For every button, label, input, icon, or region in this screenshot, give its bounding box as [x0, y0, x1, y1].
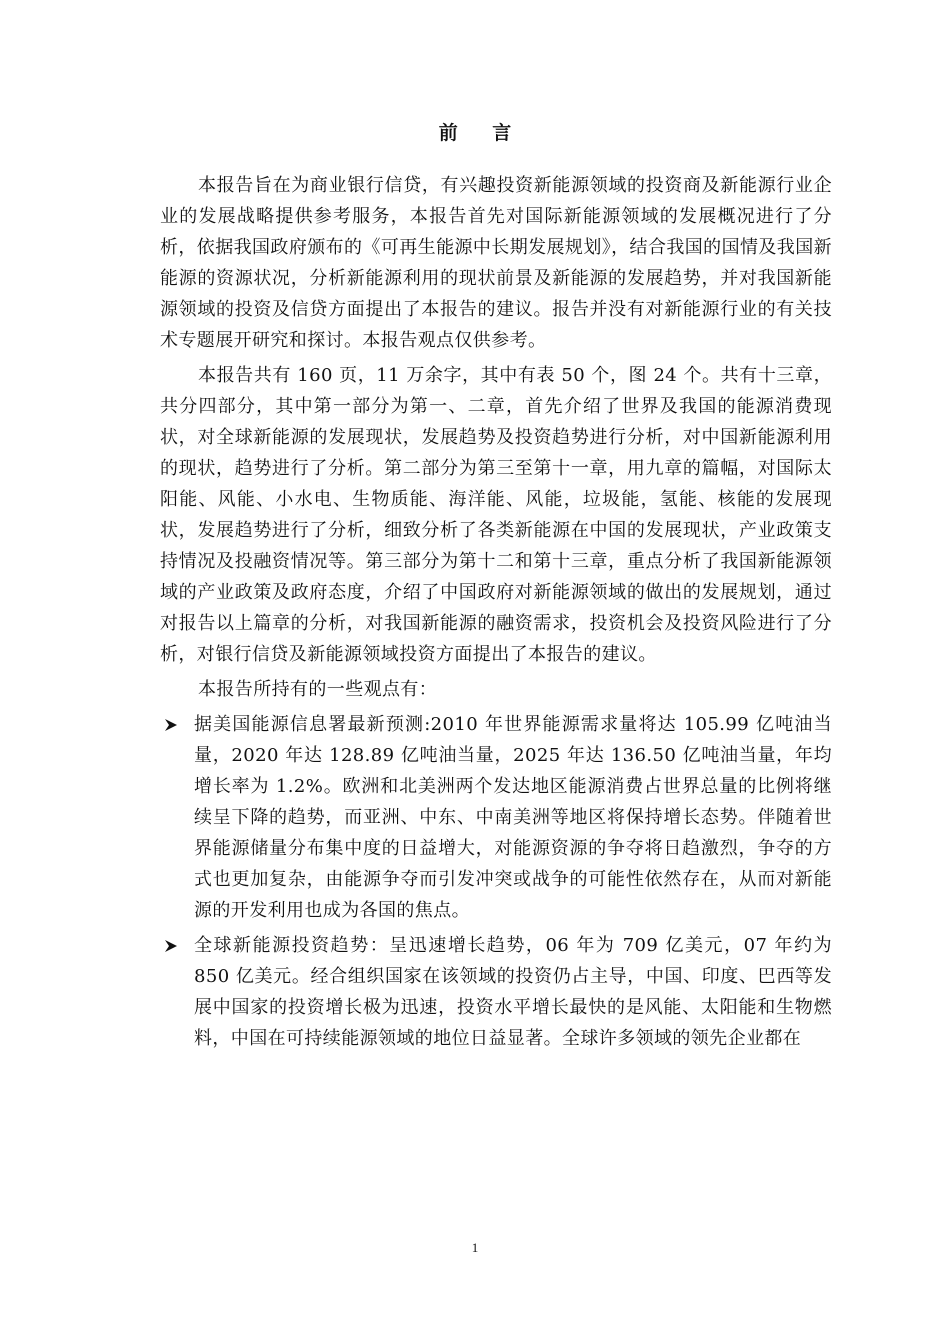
list-item: [160, 930, 832, 1054]
list-intro: 本报告所持有的一些观点有：: [198, 679, 438, 700]
list-item-text: 据美国能源信息署最新预测:2010 年世界能源需求量将达 105.99 亿吨油当量，2020 年达 128.89 亿吨油当量，2025 年达 136.50 亿吨油当量，年均增长率为 1.2%。欧洲和北美洲两个发达地区能源消费占世界总量的比例将继续呈下降的趋势，而亚洲、中东、中南美洲等地区将保持增长态势。伴随着世界能源储量分布集中度的日益增大，对能源资源的争夺将日趋激烈，争夺的方式也更加复杂，由能源争夺而引发冲突或战争的可能性依然存在，从而对新能源的开发利用也成为各国的焦点。: [194, 714, 832, 921]
arrow-bullet-icon: [160, 709, 182, 740]
list-item-text: 全球新能源投资趋势：呈迅速增长趋势，06 年为 709 亿美元，07 年约为 850 亿美元。经合组织国家在该领域的投资仍占主导，中国、印度、巴西等发展中国家的投资增长极为迅速，投资水平增长最快的是风能、太阳能和生物燃料，中国在可持续能源领域的地位日益显著。全球许多领域的领先企业都在: [194, 935, 832, 1049]
paragraph-structure: 本报告共有 160 页，11 万余字，其中有表 50 个，图 24 个。共有十三章，共分四部分，其中第一部分为第一、二章，首先介绍了世界及我国的能源消费现状，对全球新能源的发展现状，发展趋势及投资趋势进行分析，对中国新能源利用的现状，趋势进行了分析。第二部分为第三至第十一章，用九章的篇幅，对国际太阳能、风能、小水电、生物质能、海洋能、风能，垃圾能，氢能、核能的发展现状，发展趋势进行了分析，细致分析了各类新能源在中国的发展现状，产业政策支持情况及投融资情况等。第三部分为第十二和第十三章，重点分析了我国新能源领域的产业政策及政府态度，介绍了中国政府对新能源领域的做出的发展规划，通过对报告以上篇章的分析，对我国新能源的融资需求，投资机会及投资风险进行了分析，对银行信贷及新能源领域投资方面提出了本报告的建议。: [160, 365, 832, 665]
viewpoint-list: [160, 709, 832, 1054]
page-number: 1: [471, 1240, 479, 1255]
page-title: 前 言: [438, 122, 526, 144]
document-body: [160, 170, 832, 1054]
arrow-bullet-icon: [160, 930, 182, 961]
paragraph-purpose: 本报告旨在为商业银行信贷，有兴趣投资新能源领域的投资商及新能源行业企业的发展战略提供参考服务，本报告首先对国际新能源领域的发展概况进行了分析，依据我国政府颁布的《可再生能源中长期发展规划》，结合我国的国情及我国新能源的资源状况，分析新能源利用的现状前景及新能源的发展趋势，并对我国新能源领域的投资及信贷方面提出了本报告的建议。报告并没有对新能源行业的有关技术专题展开研究和探讨。本报告观点仅供参考。: [160, 175, 832, 351]
list-item: [160, 709, 832, 926]
